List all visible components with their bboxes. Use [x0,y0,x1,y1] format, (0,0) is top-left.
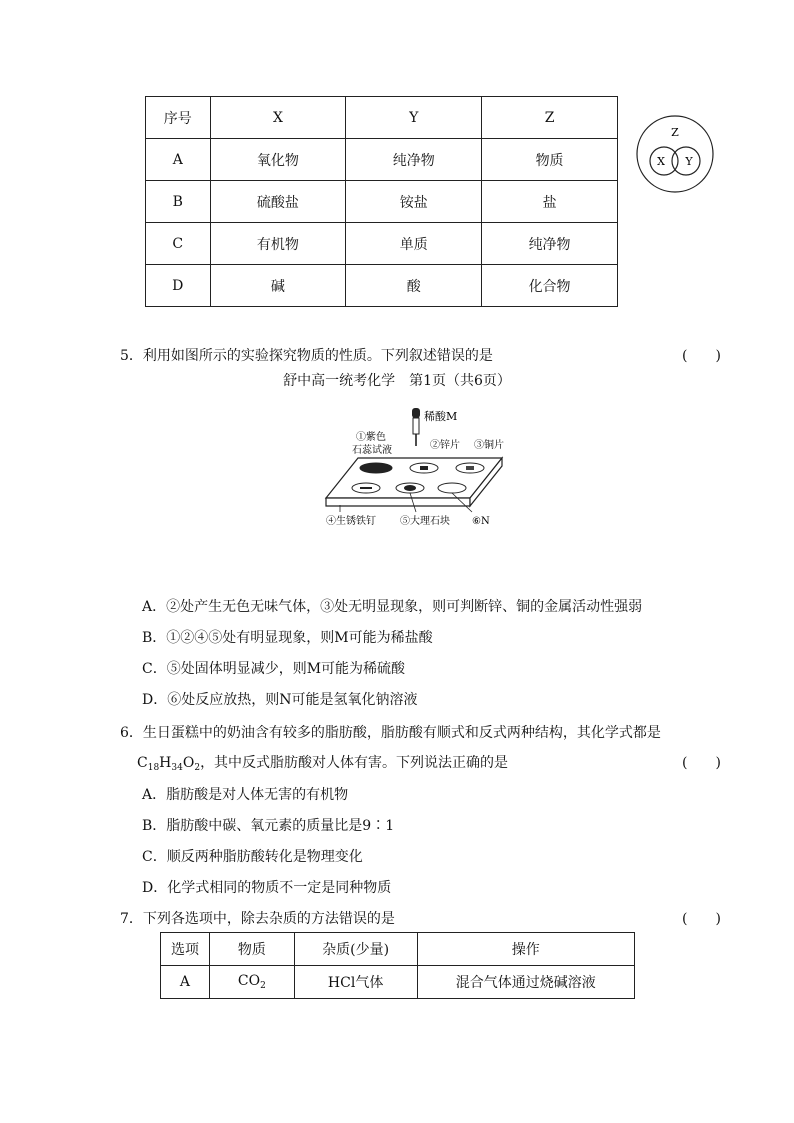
q6-option-c: C．顺反两种脂肪酸转化是物理变化 [142,849,363,865]
q6-stem-rest: ，其中反式脂肪酸对人体有害。下列说法正确的是 [200,755,509,771]
formula-c-sub: 18 [147,763,160,773]
header-cell: 物质 [209,933,294,966]
q6-stem-line1: 6．生日蛋糕中的奶油含有较多的脂肪酸，脂肪酸有顺式和反式两种结构，其化学式都是 [120,725,661,741]
header-cell: Y [346,97,482,139]
table-cell: 硫酸盐 [210,181,346,223]
table-cell: 化合物 [482,265,618,307]
table-cell: 纯净物 [482,223,618,265]
table-cell [209,966,294,999]
header-cell: X [210,97,346,139]
well-1 [360,463,392,473]
table-cell: 单质 [346,223,482,265]
table-row [146,265,618,307]
classification-table [145,96,618,307]
table-cell: D [146,265,211,307]
label-well-1: ①紫色 [356,432,386,443]
table-cell: C [146,223,211,265]
table-header-row [146,97,618,139]
table-cell: 铵盐 [346,181,482,223]
q6-answer-paren: ( ) [682,755,721,771]
table-cell: B [146,181,211,223]
dropper-body [413,418,419,434]
table-row [146,139,618,181]
formula-h-sub: 34 [171,763,183,773]
q7-answer-paren: ( ) [682,911,721,927]
spot-plate-figure [320,402,520,530]
header-cell: 操作 [417,933,635,966]
dropper-bulb [412,408,420,418]
label-well-2: ②锌片 [430,440,460,451]
formula-h: H [159,755,172,771]
copper-piece [466,466,474,470]
table-cell: A [146,139,211,181]
q6-option-a: A．脂肪酸是对人体无害的有机物 [142,787,349,803]
impurity-table [160,932,635,999]
q5-option-c: C．⑤处固体明显减少，则M可能为稀硫酸 [142,661,406,677]
table-cell: 纯净物 [346,139,482,181]
table-cell: 酸 [346,265,482,307]
well-6 [438,483,466,493]
table-row [146,223,618,265]
label-well-5: ⑤大理石块 [400,516,450,527]
q6-stem-line2 [137,752,508,773]
header-cell: 杂质(少量) [294,933,417,966]
dropper-label: 稀酸M [424,410,458,423]
plate-front [326,498,470,506]
table-cell: A [161,966,210,999]
substance-formula: CO [237,973,261,989]
q6-option-b: B．脂肪酸中碳、氧元素的质量比是9∶1 [142,818,395,834]
marble-piece [404,485,416,491]
label-well-6: ⑥N [472,516,490,527]
substance-formula-sub: 2 [260,981,266,991]
table-cell: HCl气体 [294,966,417,999]
zinc-piece [420,466,428,470]
table-cell: 有机物 [210,223,346,265]
table-row [146,181,618,223]
q6-option-d: D．化学式相同的物质不一定是同种物质 [142,880,392,896]
venn-label-y: Y [685,155,693,168]
q5-answer-paren: ( ) [682,348,721,364]
formula-o: O [182,755,195,771]
formula-o-sub: 2 [194,763,201,773]
table-cell: 物质 [482,139,618,181]
formula-c: C [137,755,148,771]
venn-label-x: X [657,155,665,168]
page-footer: 舒中高一统考化学 第1页（共6页） [283,373,511,389]
table-header-row [161,933,635,966]
q5-option-b: B．①②④⑤处有明显现象，则M可能为稀盐酸 [142,630,433,646]
header-cell: 选项 [161,933,210,966]
table-cell: 混合气体通过烧碱溶液 [417,966,635,999]
label-well-4: ④生锈铁钉 [326,516,376,527]
header-cell: Z [482,97,618,139]
header-cell: 序号 [146,97,211,139]
venn-label-z: Z [671,126,679,139]
table-row [161,966,635,999]
q5-option-a: A．②处产生无色无味气体，③处无明显现象，则可判断锌、铜的金属活动性强弱 [142,599,643,615]
label-well-3: ③铜片 [474,440,504,451]
table-cell: 盐 [482,181,618,223]
table-cell: 碱 [210,265,346,307]
label-well-1b: 石蕊试液 [352,445,392,456]
q7-stem: 7．下列各选项中，除去杂质的方法错误的是 [120,911,395,927]
q5-stem: 5．利用如图所示的实验探究物质的性质。下列叙述错误的是 [120,348,493,364]
table-cell: 氧化物 [210,139,346,181]
q5-option-d: D．⑥处反应放热，则N可能是氢氧化钠溶液 [142,692,418,708]
venn-diagram [632,110,720,198]
